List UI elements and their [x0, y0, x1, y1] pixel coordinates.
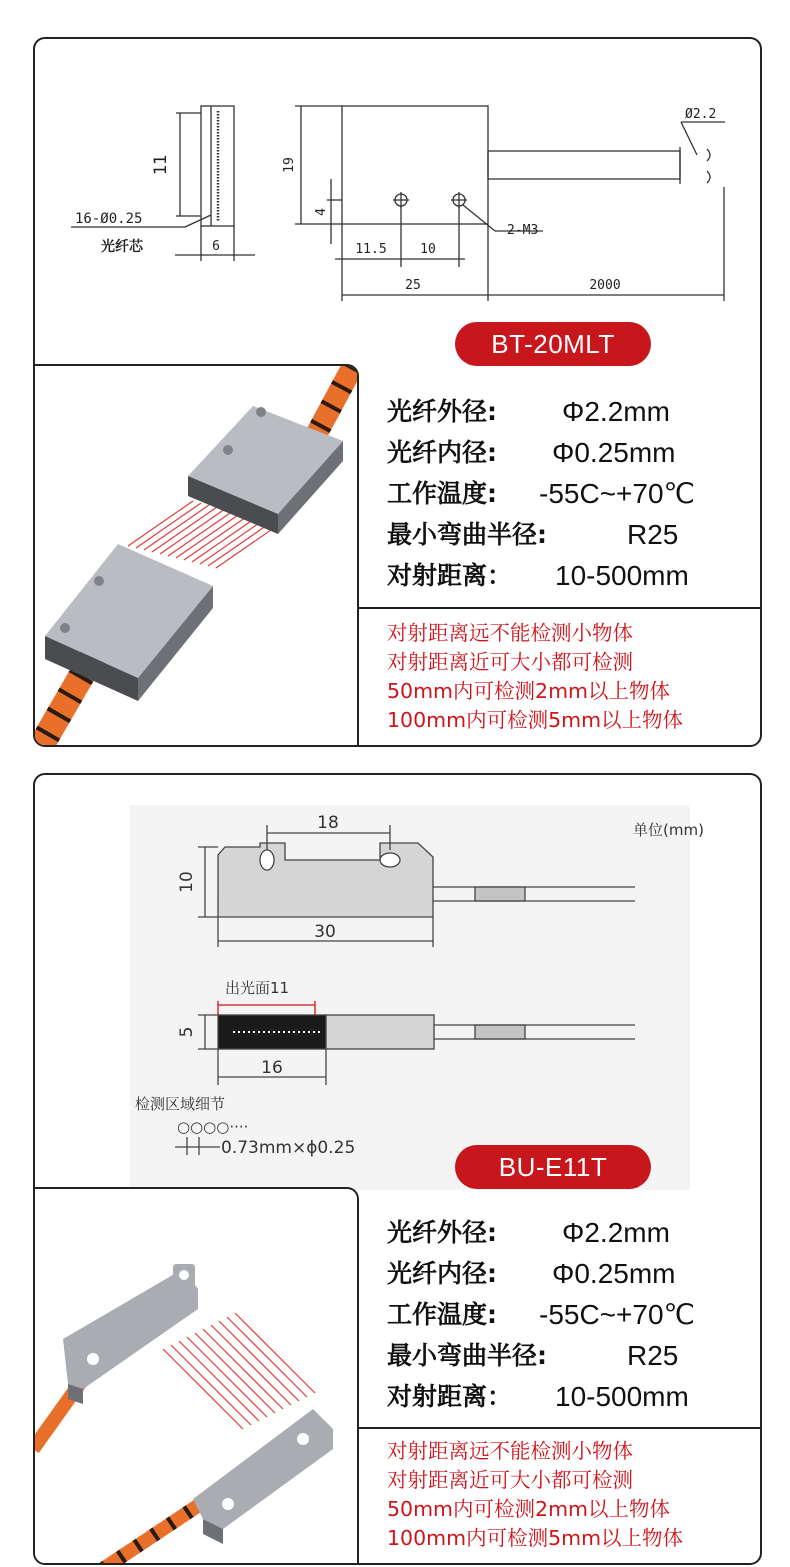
spec-list: [387, 1212, 757, 1417]
spec-value: Φ2.2mm: [562, 396, 670, 427]
spec-value: R25: [627, 519, 679, 550]
detection-notes: [387, 619, 757, 735]
product-photo: [33, 366, 357, 747]
spec-label: 光纤内径:: [387, 1259, 497, 1288]
spec-label: 光纤外径:: [387, 397, 497, 426]
spec-label: 最小弯曲半径:: [387, 1341, 547, 1370]
detection-notes: [387, 1437, 757, 1553]
spec-row: [387, 1253, 757, 1294]
note-line: 对射距离近可大小都可检测: [387, 650, 633, 674]
spec-label: 光纤内径:: [387, 438, 497, 467]
spec-label: 工作温度:: [387, 479, 497, 508]
spec-value: -55C~+70℃: [539, 1299, 695, 1330]
divider: [359, 1427, 762, 1429]
spec-row: [387, 1212, 757, 1253]
spec-row: [387, 432, 757, 473]
detail-dots: ○○○○····: [177, 1118, 249, 1136]
note-line: 对射距离近可大小都可检测: [387, 1468, 633, 1492]
dim-19: 19: [282, 157, 297, 173]
dim-18: 18: [317, 813, 339, 833]
core-label: 光纤芯: [101, 239, 143, 255]
unit-label: 单位(mm): [633, 821, 704, 839]
product-card-bu-e11t: [33, 773, 762, 1565]
product-photo-frame: [33, 364, 359, 747]
spec-value: R25: [627, 1340, 679, 1371]
spec-value: Φ2.2mm: [562, 1217, 670, 1248]
screw-label: 2-M3: [507, 223, 539, 238]
note-line: 100mm内可检测5mm以上物体: [387, 1526, 684, 1550]
pitch-label: 0.73mm×ϕ0.25: [221, 1138, 356, 1158]
spec-label: 对射距离：: [387, 561, 513, 590]
dim-11: 11: [151, 154, 171, 176]
spec-value: 10-500mm: [555, 1381, 689, 1412]
spec-label: 最小弯曲半径:: [387, 520, 547, 549]
spec-row: [387, 1335, 757, 1376]
dim-5: 5: [177, 1026, 197, 1038]
spec-row: [387, 555, 757, 596]
spec-row: [387, 391, 757, 432]
dim-6: 6: [212, 239, 220, 254]
dim-25: 25: [405, 278, 421, 293]
dim-11-5: 11.5: [355, 242, 387, 257]
dim-16: 16: [261, 1058, 283, 1078]
model-badge: BT-20MLT: [455, 322, 651, 366]
spec-label: 光纤外径:: [387, 1218, 497, 1247]
dim-2000: 2000: [589, 278, 621, 293]
dim-30: 30: [314, 922, 336, 942]
note-line: 100mm内可检测5mm以上物体: [387, 708, 684, 732]
spec-value: Φ0.25mm: [552, 437, 676, 468]
note-line: 对射距离远不能检测小物体: [387, 1439, 633, 1463]
technical-drawing-bt-20mlt: [35, 39, 760, 339]
model-badge: BU-E11T: [455, 1145, 651, 1189]
dim-10: 10: [420, 242, 436, 257]
spec-label: 对射距离：: [387, 1382, 513, 1411]
technical-drawing-bu-e11t: [35, 775, 760, 1195]
core-spec: 16-Ø0.25: [75, 211, 143, 227]
divider: [359, 607, 762, 609]
dim-4: 4: [314, 208, 329, 216]
spec-row: [387, 514, 757, 555]
spec-value: 10-500mm: [555, 560, 689, 591]
spec-row: [387, 1294, 757, 1335]
spec-list: [387, 391, 757, 596]
spec-value: Φ0.25mm: [552, 1258, 676, 1289]
spec-row: [387, 473, 757, 514]
face-label: 出光面11: [225, 979, 290, 997]
spec-row: [387, 1376, 757, 1417]
spec-value: -55C~+70℃: [539, 478, 695, 509]
detail-label: 检测区域细节: [135, 1095, 226, 1113]
note-line: 50mm内可检测2mm以上物体: [387, 1497, 671, 1521]
note-line: 对射距离远不能检测小物体: [387, 621, 633, 645]
product-photo-frame: [33, 1187, 359, 1565]
note-line: 50mm内可检测2mm以上物体: [387, 679, 671, 703]
product-photo: [33, 1189, 357, 1565]
dim-10: 10: [177, 871, 197, 893]
diameter-label: Ø2.2: [685, 107, 717, 122]
product-card-bt-20mlt: [33, 37, 762, 747]
spec-label: 工作温度:: [387, 1300, 497, 1329]
